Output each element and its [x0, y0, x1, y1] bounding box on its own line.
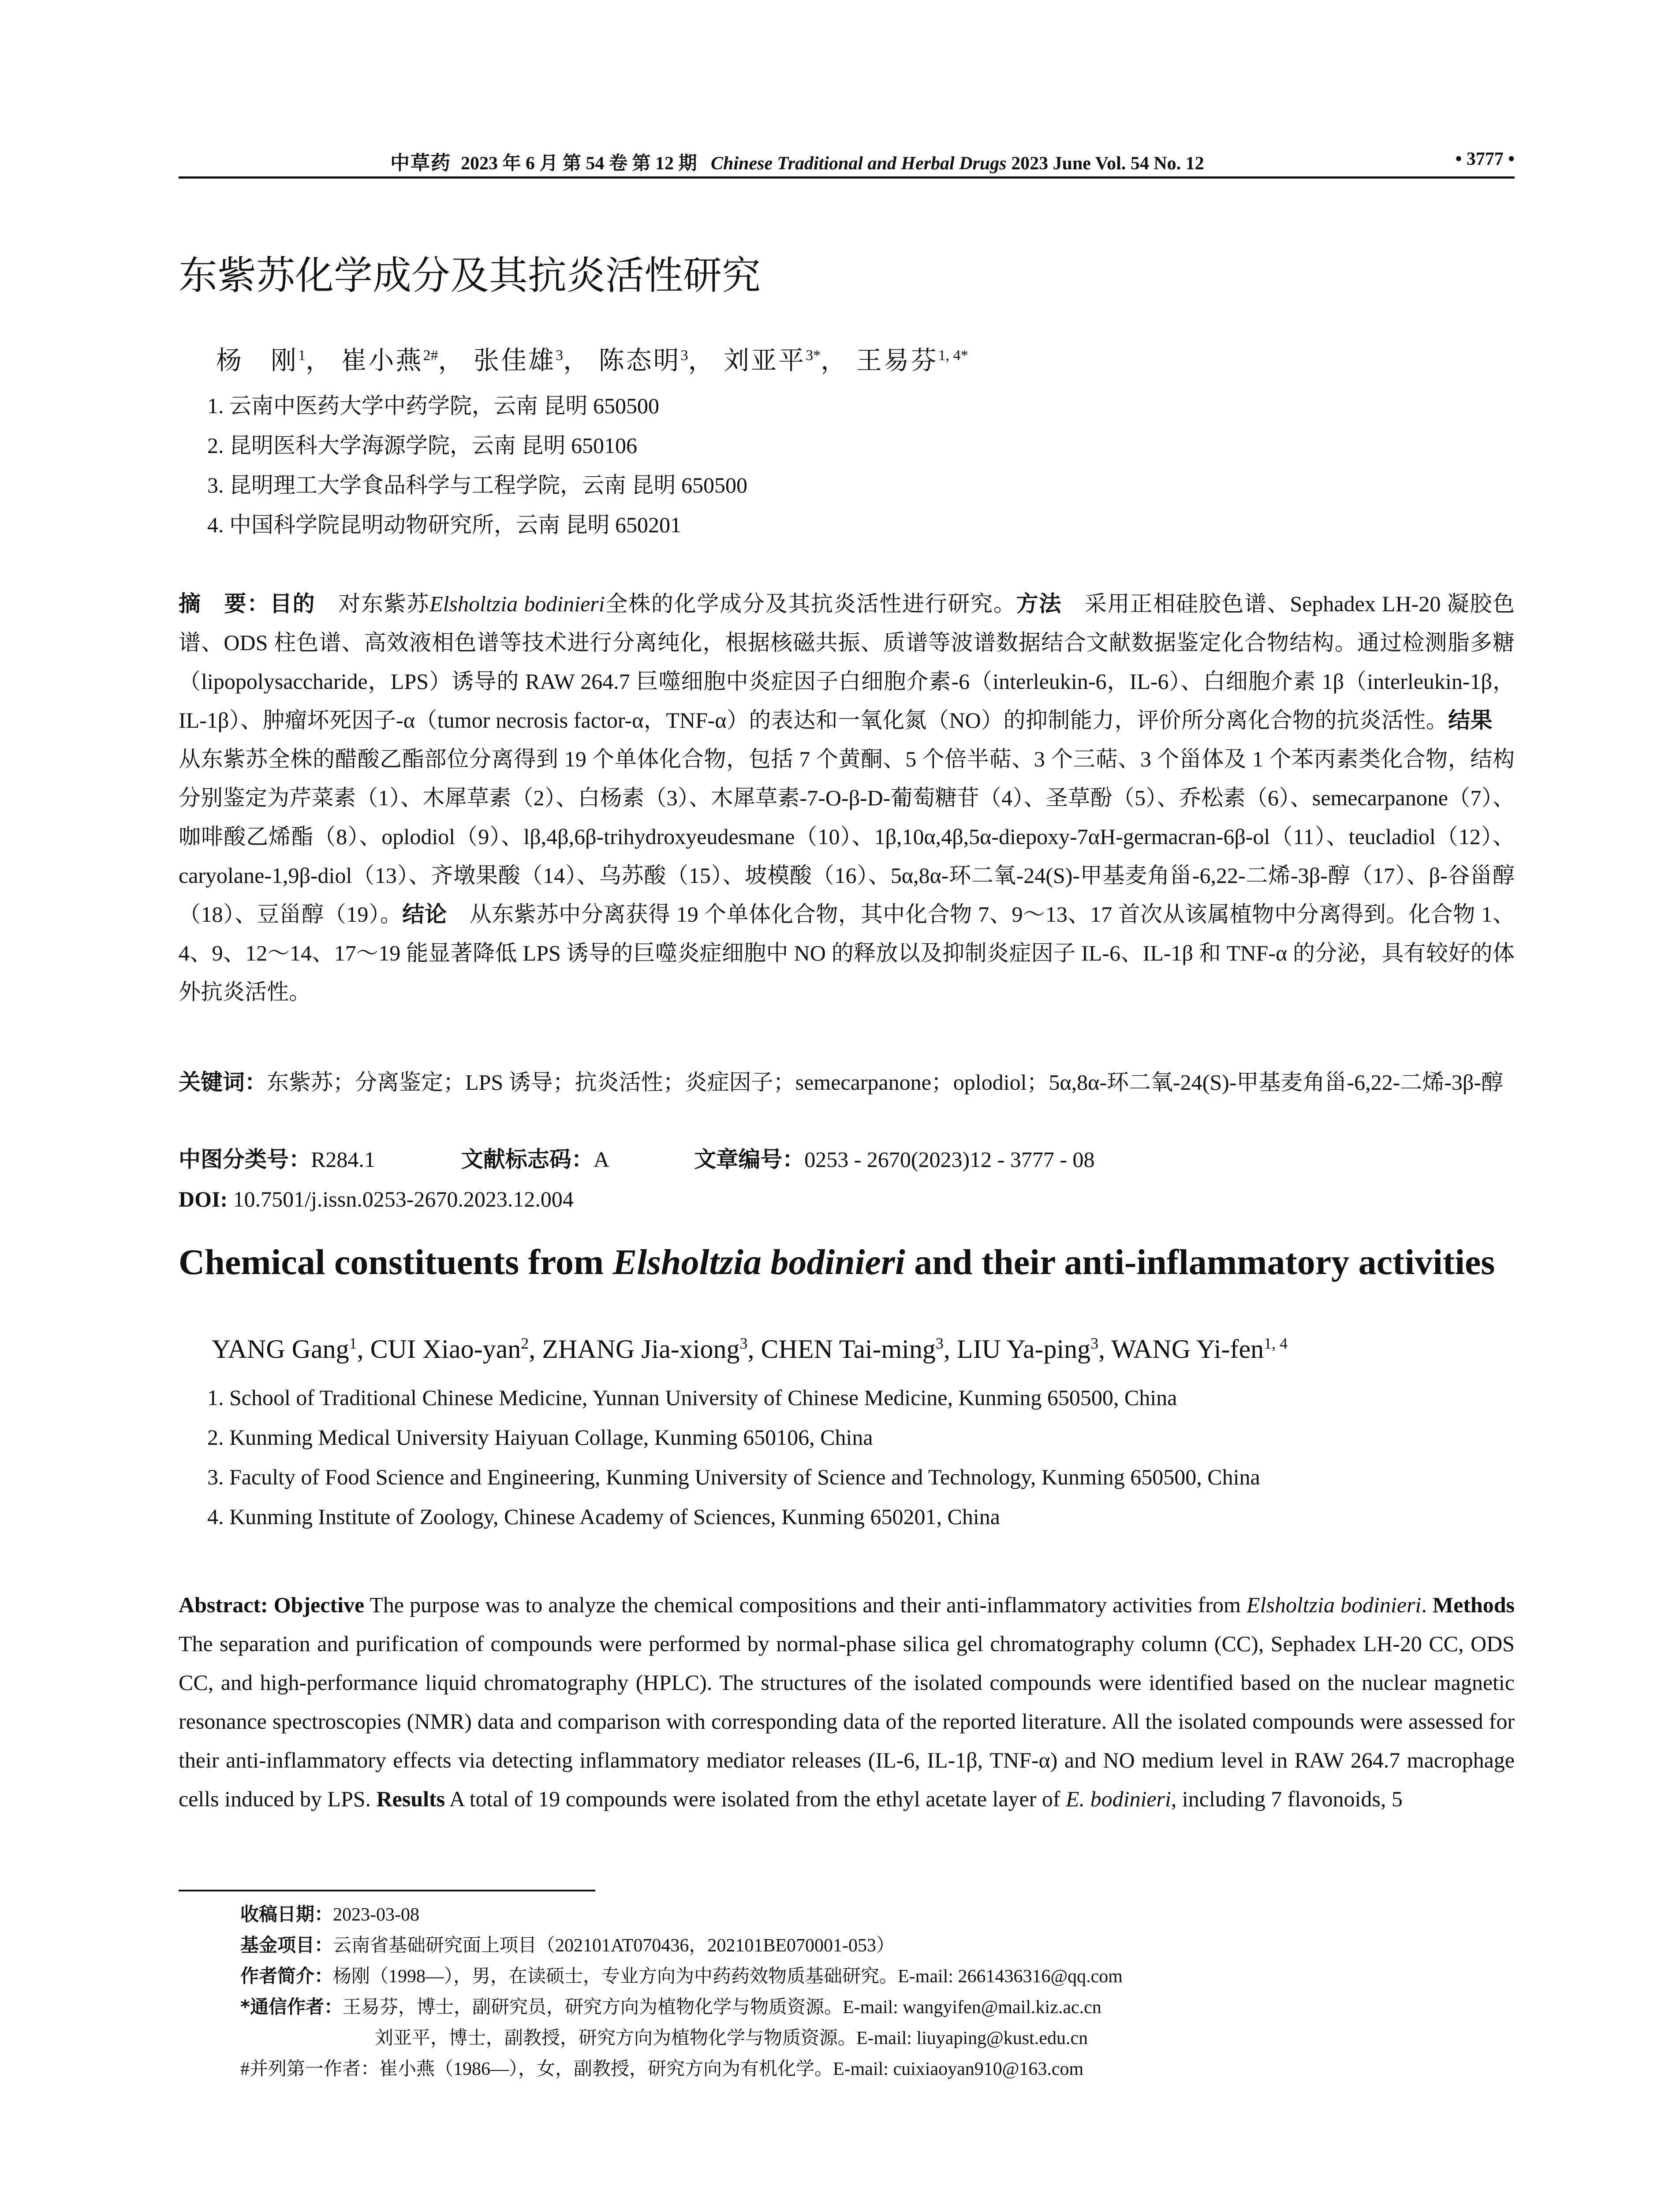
- doc-code-value: A: [593, 1147, 609, 1172]
- en-methods-label: Methods: [1432, 1592, 1515, 1617]
- cn-author: 刘亚平$^{3*}$: [724, 346, 821, 375]
- en-author-list: YANG Gang$^1$, CUI Xiao-yan$^2$, ZHANG Jia-xiong$^3$, CHEN Tai-ming$^3$, LIU Ya-ping$^3$, WANG Yi-fen$^{1, 4}$: [212, 1334, 1288, 1364]
- cn-author: 杨 刚$^1$: [216, 346, 306, 375]
- en-title: Chemical constituents from Elsholtzia bodinieri and their anti-inflammatory activities: [179, 1242, 1495, 1282]
- journal-name-en: Chinese Traditional and Herbal Drugs: [711, 153, 1007, 174]
- cn-results-label: 结果: [1448, 707, 1493, 733]
- en-abstract: Abstract: Objective The purpose was to analyze the chemical compositions and their anti-inflammatory activities from Elsholtzia bodinieri. Methods The separation and purification of compounds were performed by normal-phase silica gel chromatography column (CC), Sephadex LH-20 CC, ODS CC, and high-performance liquid chromatography (HPLC). The structures of the isolated compounds were identified based on the nuclear magnetic resonance spectroscopies (NMR) data and comparison with corresponding data of the reported literature. All the isolated compounds were assessed for their anti-inflammatory effects via detecting inflammatory mediator releases (IL-6, IL-1β, TNF-α) and NO medium level in RAW 264.7 macrophage cells induced by LPS. Results A total of 19 compounds were isolated from the ethyl acetate layer of E. bodinieri, including 7 flavonoids, 5: [179, 1592, 1515, 1811]
- cn-affiliation-3: 3. 昆明理工大学食品科学与工程学院，云南 昆明 650500: [207, 473, 747, 497]
- cn-objective-label: 目的: [269, 591, 316, 617]
- en-author: YANG Gang$^1$: [212, 1334, 357, 1364]
- en-affiliation-2: 2. Kunming Medical University Haiyuan Collage, Kunming 650106, China: [207, 1425, 873, 1450]
- clc-value: R284.1: [311, 1147, 375, 1172]
- footnote-corresponding-2: 刘亚平，博士，副教授，研究方向为植物化学与物质资源。E-mail: liuyaping@kust.edu.cn: [375, 2028, 1088, 2048]
- journal-name-cn: 中草药: [390, 152, 451, 174]
- en-affiliation-3: 3. Faculty of Food Science and Engineering, Kunming University of Science and Technology, Kunming 650500, China: [207, 1465, 1260, 1489]
- footnote-corresponding: *通信作者：王易芬，博士，副研究员，研究方向为植物化学与物质资源。E-mail: wangyifen@mail.kiz.ac.cn: [240, 1996, 1101, 2018]
- footnote-rule: [179, 1890, 595, 1891]
- cn-doi: DOI: 10.7501/j.issn.0253-2670.2023.12.004: [179, 1187, 574, 1211]
- cn-author: 崔小燕$^{2\#}$: [341, 346, 438, 375]
- doi-value[interactable]: 10.7501/j.issn.0253-2670.2023.12.004: [233, 1187, 574, 1211]
- cn-classification: 中图分类号：R284.1 文献标志码：A 文章编号：0253 - 2670(2023)12 - 3777 - 08: [179, 1147, 1095, 1172]
- issue-cn: 2023 年 6 月 第 54 卷 第 12 期: [461, 153, 697, 174]
- cn-affiliation-4: 4. 中国科学院昆明动物研究所，云南 昆明 650201: [207, 512, 681, 537]
- species-name: Elsholtzia bodinieri: [429, 591, 605, 616]
- footnote-received: 收稿日期：2023-03-08: [240, 1903, 419, 1925]
- cn-title: 东紫苏化学成分及其抗炎活性研究: [179, 253, 761, 298]
- cn-affiliation-2: 2. 昆明医科大学海源学院，云南 昆明 650106: [207, 433, 637, 458]
- en-results-label: Results: [376, 1786, 445, 1811]
- cn-keywords-label: 关键词：: [179, 1069, 267, 1095]
- en-affiliation-4: 4. Kunming Institute of Zoology, Chinese Academy of Sciences, Kunming 650201, China: [207, 1504, 1000, 1529]
- header-rule: [179, 176, 1515, 179]
- cn-keywords: 关键词：东紫苏；分离鉴定；LPS 诱导；抗炎活性；炎症因子；semecarpanone；oplodiol；5α,8α-环二氧-24(S)-甲基麦角甾-6,22-二烯-3β-醇: [179, 1069, 1503, 1095]
- cn-abstract-label: 摘 要：: [179, 591, 270, 617]
- issue-info: [461, 149, 1204, 175]
- cn-author: 张佳雄$^3$: [474, 346, 564, 375]
- running-header: [179, 143, 1515, 174]
- page-number: • 3777 •: [1455, 149, 1515, 169]
- en-affiliation-1: 1. School of Traditional Chinese Medicine, Yunnan University of Chinese Medicine, Kunming 650500, China: [207, 1385, 1177, 1410]
- en-author: LIU Ya-ping$^3$: [956, 1334, 1099, 1364]
- footnote-author-bio: 作者简介：杨刚（1998—），男，在读硕士，专业方向为中药药效物质基础研究。E-mail: 2661436316@qq.com: [240, 1965, 1123, 1987]
- en-author: ZHANG Jia-xiong$^3$: [542, 1334, 748, 1364]
- cn-methods-label: 方法: [1016, 591, 1062, 617]
- en-author: CUI Xiao-yan$^2$: [370, 1334, 529, 1364]
- en-abstract-label: Abstract: Objective: [179, 1592, 365, 1617]
- en-author: CHEN Tai-ming$^3$: [761, 1334, 944, 1364]
- footnote-cofirst: #并列第一作者：崔小燕（1986—），女，副教授，研究方向为有机化学。E-mail: cuixiaoyan910@163.com: [240, 2059, 1084, 2079]
- issue-en: 2023 June Vol. 54 No. 12: [1011, 153, 1204, 174]
- en-author: WANG Yi-fen$^{1, 4}$: [1111, 1334, 1288, 1364]
- cn-author-list: 杨 刚$^1$， 崔小燕$^{2\#}$， 张佳雄$^3$， 陈态明$^3$， 刘亚平$^{3*}$， 王易芬$^{1, 4*}$: [216, 346, 968, 375]
- article-number-value: 0253 - 2670(2023)12 - 3777 - 08: [804, 1147, 1095, 1172]
- cn-conclusion-label: 结论: [402, 901, 447, 927]
- footnote-funding: 基金项目：云南省基础研究面上项目（202101AT070436，202101BE070001-053）: [240, 1934, 895, 1956]
- cn-abstract: 摘 要：目的 对东紫苏Elsholtzia bodinieri全株的化学成分及其抗炎活性进行研究。方法 采用正相硅胶色谱、Sephadex LH-20 凝胶色谱、ODS 柱色谱、高效液相色谱等技术进行分离纯化，根据核磁共振、质谱等波谱数据结合文献数据鉴定化合物结构。通过检测脂多糖（lipopolysaccharide，LPS）诱导的 RAW 264.7 巨噬细胞中炎症因子白细胞介素-6（interleukin-6，IL-6）、白细胞介素 1β（interleukin-1β，IL-1β）、肿瘤坏死因子-α（tumor necrosis factor-α，TNF-α）的表达和一氧化氮（NO）的抑制能力，评价所分离化合物的抗炎活性。结果 从东紫苏全株的醋酸乙酯部位分离得到 19 个单体化合物，包括 7 个黄酮、5 个倍半萜、3 个三萜、3 个甾体及 1 个苯丙素类化合物，结构分别鉴定为芹菜素（1）、木犀草素（2）、白杨素（3）、木犀草素-7-O-β-D-葡萄糖苷（4）、圣草酚（5）、乔松素（6）、semecarpanone（7）、咖啡酸乙烯酯（8）、oplodiol（9）、lβ,4β,6β-trihydroxyeudesmane（10）、1β,10α,4β,5α-diepoxy-7αH-germacran-6β-ol（11）、teucladiol（12）、caryolane-1,9β-diol（13）、齐墩果酸（14）、乌苏酸（15）、坡模酸（16）、5α,8α-环二氧-24(S)-甲基麦角甾-6,22-二烯-3β-醇（17）、β-谷甾醇（18）、豆甾醇（19）。结论 从东紫苏中分离获得 19 个单体化合物，其中化合物 7、9～13、17 首次从该属植物中分离得到。化合物 1、4、9、12～14、17～19 能显著降低 LPS 诱导的巨噬炎症细胞中 NO 的释放以及抑制炎症因子 IL-6、IL-1β 和 TNF-α 的分泌，具有较好的体外抗炎活性。: [179, 591, 1515, 1004]
- cn-author: 王易芬$^{1, 4*}$: [856, 346, 968, 375]
- cn-affiliation-1: 1. 云南中医药大学中药学院，云南 昆明 650500: [207, 393, 659, 418]
- cn-author: 陈态明$^3$: [598, 346, 688, 375]
